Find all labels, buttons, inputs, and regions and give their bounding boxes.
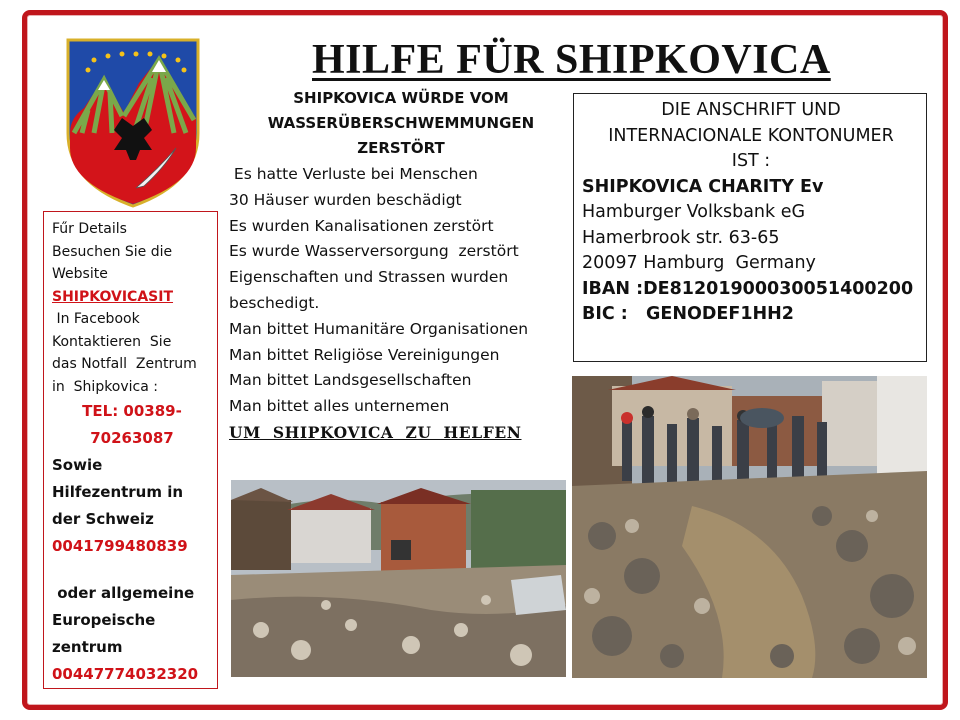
contact-line: der Schweiz	[52, 510, 154, 528]
contact-line: das Notfall Zentrum	[52, 356, 197, 372]
bank-street: Hamerbrook str. 63-65	[582, 227, 780, 248]
bank-city: 20097 Hamburg Germany	[582, 253, 816, 273]
contact-box	[43, 211, 218, 689]
spacer	[52, 560, 217, 580]
bank-heading-line: INTERNACIONALE KONTONUMER	[608, 125, 894, 146]
help-callout: UM SHIPKOVICA ZU HELFEN	[229, 422, 522, 442]
page-title: HILFE FÜR SHIPKOVICA	[312, 37, 831, 83]
body-line: 30 Häuser wurden beschädigt	[229, 190, 462, 209]
damage-list	[229, 162, 574, 446]
bank-heading-line: IST :	[731, 151, 771, 171]
body-line: Es wurde Wasserversorgung zerstört	[229, 242, 519, 261]
contact-line: Website	[52, 266, 108, 282]
contact-line: oder allgemeine	[52, 584, 195, 602]
website-link[interactable]: SHIPKOVICASIT	[52, 288, 174, 305]
emblem-crest	[64, 38, 202, 208]
subheading	[248, 86, 554, 161]
contact-line: in Shipkovica :	[52, 378, 158, 395]
body-line: Eigenschaften und Strassen wurden	[229, 268, 509, 287]
flood-street-photo-left	[231, 480, 566, 677]
organization-name: SHIPKOVICA CHARITY Ev	[582, 176, 824, 197]
contact-line: Besuchen Sie die	[52, 243, 173, 260]
phone-switzerland: 0041799480839	[52, 537, 188, 555]
body-line: beschedigt.	[229, 293, 320, 312]
body-line: Man bittet alles unternemen	[229, 397, 450, 416]
subheading-line: ZERSTÖRT	[357, 139, 445, 157]
bic: BIC : GENODEF1HH2	[582, 304, 794, 324]
contact-line: Fűr Details	[52, 221, 127, 237]
phone-kosovo-cont: 70263087	[90, 429, 174, 447]
bank-details-box	[573, 93, 927, 362]
contact-line: zentrum	[52, 638, 123, 656]
body-line: Es hatte Verluste bei Menschen	[229, 165, 478, 183]
subheading-line: SHIPKOVICA WÜRDE VOM	[293, 89, 509, 107]
bank-heading-line: DIE ANSCHRIFT UND	[661, 100, 841, 120]
phone-europe: 00447774032320	[52, 665, 199, 683]
body-line: Es wurden Kanalisationen zerstört	[229, 216, 494, 235]
contact-line: Sowie	[52, 456, 103, 474]
contact-line: Kontaktieren Sie	[52, 333, 172, 350]
body-line: Man bittet Religiöse Vereinigungen	[229, 345, 500, 364]
iban: IBAN :DE81201900030051400200	[582, 278, 914, 299]
bank-name: Hamburger Volksbank eG	[582, 202, 806, 222]
contact-line: Hilfezentrum in	[52, 483, 184, 501]
body-line: Man bittet Humanitäre Organisationen	[229, 319, 529, 338]
body-line: Man bittet Landsgesellschaften	[229, 371, 472, 390]
flood-crowd-photo-right	[572, 376, 927, 678]
subheading-line: WASSERÜBERSCHWEMMUNGEN	[267, 114, 535, 132]
contact-line: Europeische	[52, 611, 156, 629]
contact-line: In Facebook	[52, 311, 140, 327]
phone-kosovo: TEL: 00389-	[82, 402, 182, 420]
